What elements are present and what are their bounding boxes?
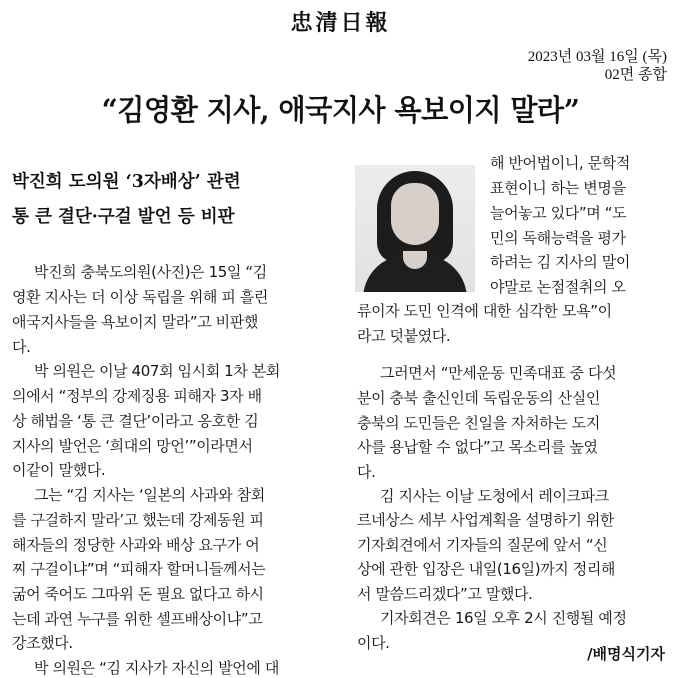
left-column-line: 강조했다.: [12, 634, 73, 652]
right-column-line: 해 반어법이니, 문학적: [490, 154, 630, 172]
dateline: [528, 48, 667, 84]
left-column-line: 영환 지사는 더 이상 독립을 위해 피 흘린: [12, 288, 269, 306]
left-column-line: 찌 구걸이냐”며 “피해자 할머니들께서는: [12, 560, 266, 578]
right-column-line: 다.: [357, 463, 376, 481]
newspaper-masthead: 忠清日報: [290, 10, 391, 36]
left-column-line: 해자들의 정당한 사과와 배상 요구가 어: [12, 536, 260, 554]
subheadline-1: 박진희 도의원 ‘3자배상’ 관련: [12, 172, 241, 192]
left-column-line: 애국지사들을 욕보이지 말라”고 비판했: [12, 313, 258, 331]
right-column-line: 사를 용납할 수 없다”고 목소리를 높였: [357, 438, 598, 456]
publication-date: 2023년 03월 16일 (목): [527, 49, 667, 65]
subheadline-2: 통 큰 결단·구걸 발언 등 비판: [12, 207, 235, 227]
right-column-line: 류이자 도민 인격에 대한 심각한 모욕”이: [357, 302, 612, 320]
right-column-line: 표현이니 하는 변명을: [490, 179, 626, 197]
right-column-line: 김 지사는 이날 도청에서 레이크파크: [380, 487, 609, 505]
left-column-line: 다.: [12, 338, 31, 356]
left-column-line: 를 구걸하지 말라’고 했는데 강제동원 피: [12, 511, 264, 529]
right-column-line: 늘어놓고 있다”며 “도: [490, 204, 627, 222]
left-column-line: 박진희 충북도의원(사진)은 15일 “김: [34, 263, 267, 281]
right-column-line: 그러면서 “만세운동 민족대표 중 다섯: [380, 364, 617, 382]
left-column-line: 박 의원은 “김 지사가 자신의 발언에 대: [34, 659, 279, 677]
right-column-line: 르네상스 세부 사업계획을 설명하기 위한: [357, 511, 615, 529]
left-column-line: 는데 과연 누구를 위한 셀프배상이냐”고: [12, 610, 263, 628]
right-column-line: 서 말씀드리겠다”고 말했다.: [357, 585, 533, 603]
right-column-line: 충북의 도민들은 친일을 자처하는 도지: [357, 414, 600, 432]
left-column-line: 이같이 말했다.: [12, 461, 106, 479]
right-column-line: 민의 독해능력을 평가: [490, 229, 626, 247]
right-column-line: 이다.: [357, 634, 390, 652]
right-column-line: 기자회견은 16일 오후 2시 진행될 예정: [380, 609, 627, 627]
page-section: 02면 종합: [604, 67, 667, 83]
left-column-line: 그는 “김 지사는 ‘일본의 사과와 참회: [34, 486, 265, 504]
right-column-line: 상에 관한 입장은 내일(16일)까지 정리해: [357, 560, 616, 578]
left-column-line: 굶어 죽어도 그따위 돈 필요 없다고 하시: [12, 585, 264, 603]
photo-face: [391, 183, 439, 245]
article-headline: “김영환 지사, 애국지사 욕보이지 말라”: [101, 93, 580, 127]
left-column-line: 상 해법을 ‘통 큰 결단’이라고 옹호한 김: [12, 412, 259, 430]
left-column-line: 박 의원은 이날 407회 임시회 1차 본회: [34, 362, 280, 380]
portrait-photo: [355, 165, 475, 292]
right-column-line: 기자회견에서 기자들의 질문에 앞서 “신: [357, 536, 608, 554]
reporter-byline: /배명식기자: [587, 645, 665, 663]
left-column-line: 의에서 “정부의 강제징용 피해자 3자 배: [12, 387, 262, 405]
right-column-line: 야말로 논점절취의 오: [490, 278, 626, 296]
right-column-line: 하려는 김 지사의 말이: [490, 253, 630, 271]
left-column-line: 지사의 발언은 ‘희대의 망언’”이라면서: [12, 437, 253, 455]
right-column-line: 라고 덧붙였다.: [357, 327, 451, 345]
right-column-line: 분이 충북 출신인데 독립운동의 산실인: [357, 389, 600, 407]
